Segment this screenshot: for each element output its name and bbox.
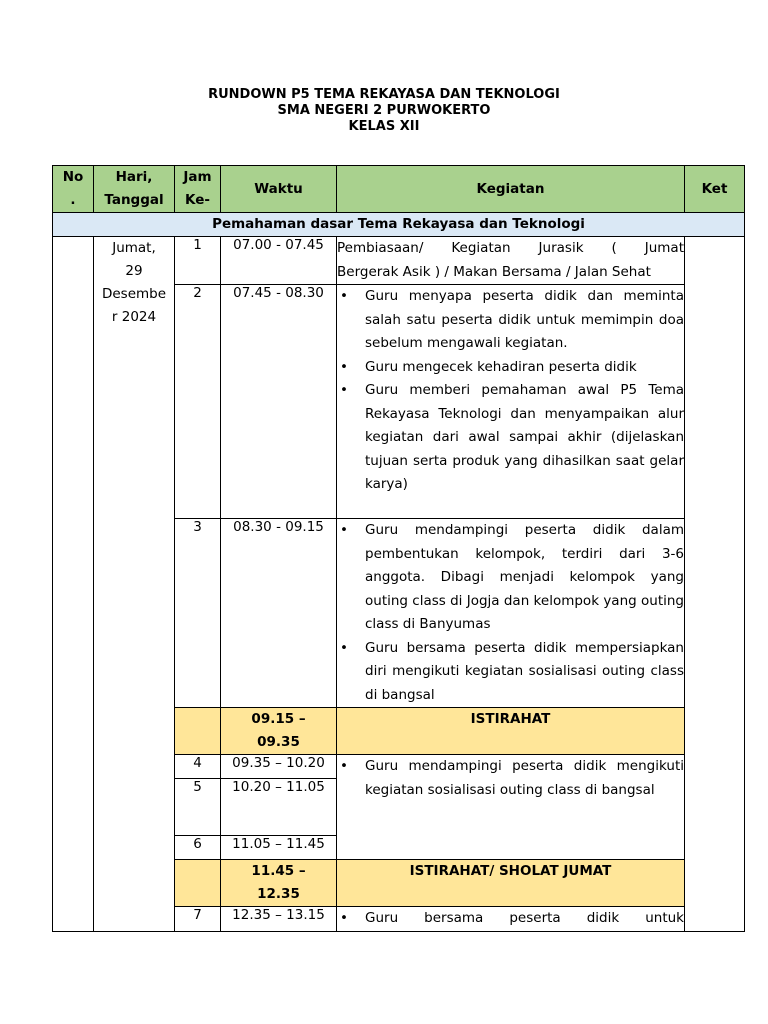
kegiatan-line-2: Bergerak Asik ) / Makan Bersama / Jalan Sehat — [337, 263, 651, 280]
ket-cell — [685, 237, 745, 932]
break-jam-cell — [175, 860, 221, 907]
header-tanggal: Tanggal — [104, 192, 164, 208]
break-time-start: 11.45 – — [251, 863, 306, 879]
kegiatan-line-1: Pembiasaan/ Kegiatan Jurasik ( Jumat — [337, 240, 684, 256]
title-line-2: SMA NEGERI 2 PURWOKERTO — [277, 103, 491, 118]
list-item: • Guru mendampingi peserta didik mengikuti kegiatan sosialisasi outing class di bangsal — [337, 755, 684, 802]
list-item: • Guru menyapa peserta didik dan meminta salah satu peserta didik untuk memimpin doa sebelum mengawali kegiatan. — [337, 285, 684, 356]
date-number: 29 — [125, 263, 143, 279]
jam-cell: 3 — [175, 519, 221, 708]
date-month-part1: Desembe — [101, 286, 167, 302]
kegiatan-list — [337, 907, 684, 931]
list-item: • Guru bersama peserta didik untuk — [337, 907, 684, 931]
kegiatan-cell — [337, 907, 685, 932]
waktu-cell: 08.30 - 09.15 — [221, 519, 337, 708]
header-jam-ke — [175, 166, 221, 213]
header-no-dot: . — [70, 192, 76, 208]
no-cell — [53, 237, 94, 932]
list-item: • Guru memberi pemahaman awal P5 Tema Rekayasa Teknologi dan menyampaikan alur kegiatan dari awal sampai akhir (dijelaskan tujuan serta produk yang dihasilkan saat gelar karya) — [337, 379, 684, 497]
header-ke: Ke- — [185, 192, 210, 208]
break-jam-cell — [175, 708, 221, 755]
list-item: • Guru mendampingi peserta didik dalam pembentukan kelompok, terdiri dari 3-6 anggota. Dibagi menjadi kelompok yang outing class di Jogja dan kelompok yang outing class di Banyumas — [337, 519, 684, 637]
table-row — [53, 237, 745, 285]
jam-cell: 1 — [175, 237, 221, 285]
kegiatan-list — [337, 755, 684, 802]
break-waktu-cell — [221, 860, 337, 907]
break-time-end: 12.35 — [257, 886, 300, 902]
break-label: ISTIRAHAT — [337, 708, 685, 755]
jam-cell: 4 — [175, 755, 221, 779]
kegiatan-list — [337, 519, 684, 707]
waktu-cell: 11.05 – 11.45 — [221, 836, 337, 860]
waktu-cell: 07.00 - 07.45 — [221, 237, 337, 285]
waktu-cell: 07.45 - 08.30 — [221, 285, 337, 519]
kegiatan-cell — [337, 519, 685, 708]
table-header-row — [53, 166, 745, 213]
title-line-1: RUNDOWN P5 TEMA REKAYASA DAN TEKNOLOGI — [208, 87, 560, 102]
break-time-end: 09.35 — [257, 734, 300, 750]
date-cell — [94, 237, 175, 932]
break-waktu-cell — [221, 708, 337, 755]
list-item: • Guru bersama peserta didik mempersiapkan diri mengikuti kegiatan sosialisasi outing class di bangsal — [337, 637, 684, 708]
jam-cell: 5 — [175, 779, 221, 836]
header-ket: Ket — [685, 166, 745, 213]
break-label: ISTIRAHAT/ SHOLAT JUMAT — [337, 860, 685, 907]
jam-cell: 6 — [175, 836, 221, 860]
header-no — [53, 166, 94, 213]
header-hari-tanggal — [94, 166, 175, 213]
rundown-table — [52, 165, 745, 932]
kegiatan-list — [337, 285, 684, 497]
kegiatan-cell — [337, 237, 685, 285]
header-kegiatan: Kegiatan — [337, 166, 685, 213]
title-line-3: KELAS XII — [348, 119, 420, 134]
header-hari: Hari, — [115, 169, 153, 185]
waktu-cell: 09.35 – 10.20 — [221, 755, 337, 779]
header-jam: Jam — [183, 169, 212, 185]
waktu-cell: 10.20 – 11.05 — [221, 779, 337, 836]
jam-cell: 7 — [175, 907, 221, 932]
document-title — [0, 87, 768, 135]
waktu-cell: 12.35 – 13.15 — [221, 907, 337, 932]
list-item: • Guru mengecek kehadiran peserta didik — [337, 356, 684, 380]
date-month-part2: r 2024 — [111, 309, 157, 325]
header-no-text: No — [62, 169, 84, 185]
section-row — [53, 213, 745, 237]
kegiatan-cell — [337, 285, 685, 519]
section-title: Pemahaman dasar Tema Rekayasa dan Teknologi — [53, 213, 745, 237]
break-time-start: 09.15 – — [251, 711, 306, 727]
kegiatan-cell — [337, 755, 685, 860]
jam-cell: 2 — [175, 285, 221, 519]
date-day: Jumat, — [112, 240, 156, 256]
header-waktu: Waktu — [221, 166, 337, 213]
